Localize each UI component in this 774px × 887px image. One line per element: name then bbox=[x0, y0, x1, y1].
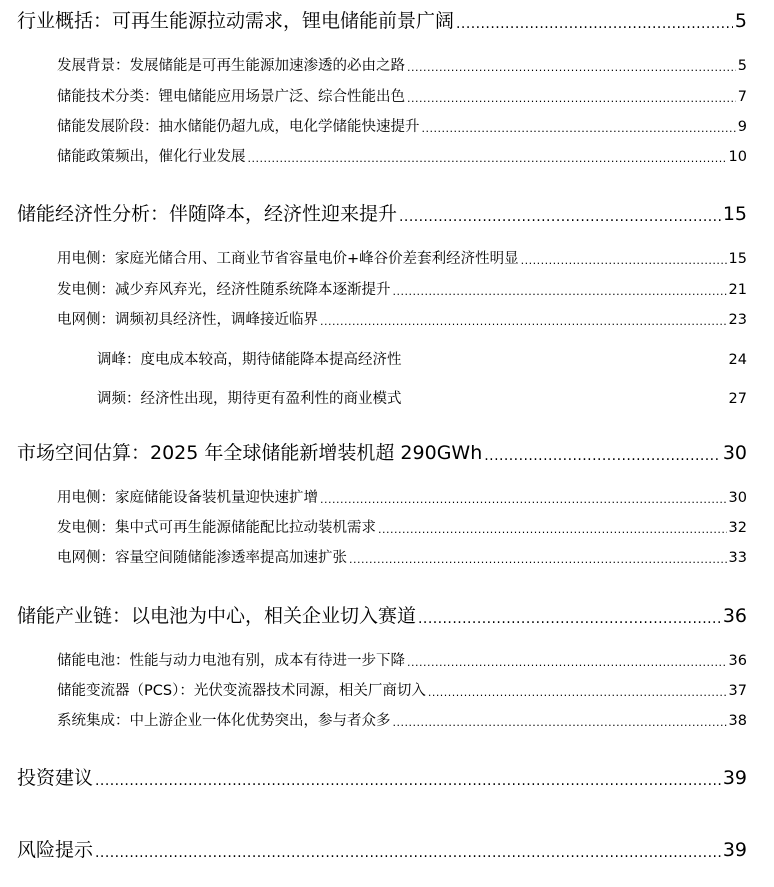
toc-entry-page: 30 bbox=[722, 442, 747, 464]
toc-entry-title: 用电侧：家庭储能设备装机量迎快速扩增 bbox=[57, 490, 318, 506]
toc-entry-page: 38 bbox=[728, 713, 747, 729]
toc-entry-title: 风险提示 bbox=[17, 839, 94, 861]
dot-leader bbox=[393, 284, 727, 300]
toc-entry-2-1[interactable] bbox=[57, 249, 747, 269]
dot-leader bbox=[95, 843, 721, 863]
dot-leader bbox=[407, 60, 736, 76]
toc-entry-page: 7 bbox=[737, 89, 747, 105]
toc-entry-section-1[interactable] bbox=[17, 8, 747, 34]
toc-entry-title: 调频：经济性出现，期待更有盈利性的商业模式 bbox=[97, 391, 402, 407]
toc-entry-page: 23 bbox=[728, 312, 747, 328]
toc-entry-title: 发展背景：发展储能是可再生能源加速渗透的必由之路 bbox=[57, 58, 405, 74]
toc-entry-3-2[interactable] bbox=[57, 518, 747, 538]
toc-entry-section-4[interactable] bbox=[17, 603, 747, 629]
toc-entry-page: 5 bbox=[734, 10, 747, 32]
toc-entry-page: 21 bbox=[728, 282, 747, 298]
dot-leader bbox=[407, 91, 736, 107]
toc-entry-4-1[interactable] bbox=[57, 651, 747, 671]
dot-leader bbox=[248, 151, 727, 167]
toc-entry-title: 发电侧：集中式可再生能源储能配比拉动装机需求 bbox=[57, 520, 376, 536]
toc-entry-page: 39 bbox=[722, 767, 747, 789]
toc-entry-title: 储能发展阶段：抽水储能仍超九成，电化学储能快速提升 bbox=[57, 119, 420, 135]
toc-entry-title: 投资建议 bbox=[17, 767, 94, 789]
dot-leader bbox=[484, 446, 721, 466]
toc-entry-title: 储能经济性分析：伴随降本，经济性迎来提升 bbox=[17, 203, 398, 225]
toc-entry-section-2[interactable] bbox=[17, 201, 747, 227]
toc-entry-page: 9 bbox=[737, 119, 747, 135]
dot-leader bbox=[456, 14, 733, 34]
toc-entry-section-6[interactable] bbox=[17, 837, 747, 863]
dot-leader bbox=[428, 685, 727, 701]
toc-entry-2-2[interactable] bbox=[57, 280, 747, 300]
dot-leader bbox=[422, 121, 736, 137]
dot-leader bbox=[320, 492, 727, 508]
dot-leader bbox=[399, 207, 721, 227]
toc-entry-page: 37 bbox=[728, 683, 747, 699]
toc-entry-title: 储能技术分类：锂电储能应用场景广泛、综合性能出色 bbox=[57, 89, 405, 105]
toc-entry-page: 24 bbox=[728, 352, 747, 368]
toc-entry-2-3[interactable] bbox=[57, 310, 747, 330]
toc-entry-title: 发电侧：减少弃风弃光，经济性随系统降本逐渐提升 bbox=[57, 282, 391, 298]
dot-leader bbox=[378, 522, 727, 538]
toc-entry-title: 系统集成：中上游企业一体化优势突出，参与者众多 bbox=[57, 713, 391, 729]
toc-entry-title: 储能产业链：以电池为中心，相关企业切入赛道 bbox=[17, 605, 417, 627]
toc-entry-title: 市场空间估算：2025 年全球储能新增装机超 290GWh bbox=[17, 442, 483, 464]
toc-entry-page: 36 bbox=[722, 605, 747, 627]
toc-entry-3-1[interactable] bbox=[57, 488, 747, 508]
toc-entry-2-3-1[interactable] bbox=[97, 350, 747, 370]
toc-entry-title: 电网侧：调频初具经济性，调峰接近临界 bbox=[57, 312, 318, 328]
toc-entry-4-3[interactable] bbox=[57, 711, 747, 731]
toc-entry-4-2[interactable] bbox=[57, 681, 747, 701]
dot-leader bbox=[407, 655, 727, 671]
toc-entry-2-3-2[interactable] bbox=[97, 389, 747, 409]
toc-entry-3-3[interactable] bbox=[57, 548, 747, 568]
toc-entry-page: 33 bbox=[728, 550, 747, 566]
toc-entry-page: 30 bbox=[728, 490, 747, 506]
dot-leader bbox=[418, 609, 721, 629]
toc-entry-title: 行业概括：可再生能源拉动需求，锂电储能前景广阔 bbox=[17, 10, 455, 32]
toc-entry-1-2[interactable] bbox=[57, 87, 747, 107]
dot-leader bbox=[349, 552, 727, 568]
toc-entry-page: 32 bbox=[728, 520, 747, 536]
toc-entry-title: 储能电池：性能与动力电池有别，成本有待进一步下降 bbox=[57, 653, 405, 669]
toc-entry-page: 15 bbox=[728, 251, 747, 267]
toc-entry-1-4[interactable] bbox=[57, 147, 747, 167]
toc-entry-1-1[interactable] bbox=[57, 56, 747, 76]
toc-entry-section-3[interactable] bbox=[17, 440, 747, 466]
toc-entry-1-3[interactable] bbox=[57, 117, 747, 137]
toc-entry-page: 27 bbox=[728, 391, 747, 407]
toc-entry-page: 39 bbox=[722, 839, 747, 861]
dot-leader bbox=[320, 314, 727, 330]
dot-leader bbox=[393, 715, 727, 731]
dot-leader bbox=[521, 253, 727, 269]
toc-entry-section-5[interactable] bbox=[17, 765, 747, 791]
toc-entry-title: 用电侧：家庭光储合用、工商业节省容量电价+峰谷价差套利经济性明显 bbox=[57, 251, 519, 267]
toc-entry-title: 储能变流器（PCS）：光伏变流器技术同源，相关厂商切入 bbox=[57, 683, 426, 699]
dot-leader bbox=[95, 771, 721, 791]
toc-entry-title: 储能政策频出，催化行业发展 bbox=[57, 149, 246, 165]
toc-entry-page: 15 bbox=[722, 203, 747, 225]
toc-entry-title: 电网侧：容量空间随储能渗透率提高加速扩张 bbox=[57, 550, 347, 566]
toc-entry-title: 调峰：度电成本较高，期待储能降本提高经济性 bbox=[97, 352, 402, 368]
toc-entry-page: 36 bbox=[728, 653, 747, 669]
toc-entry-page: 5 bbox=[737, 58, 747, 74]
toc-entry-page: 10 bbox=[728, 149, 747, 165]
